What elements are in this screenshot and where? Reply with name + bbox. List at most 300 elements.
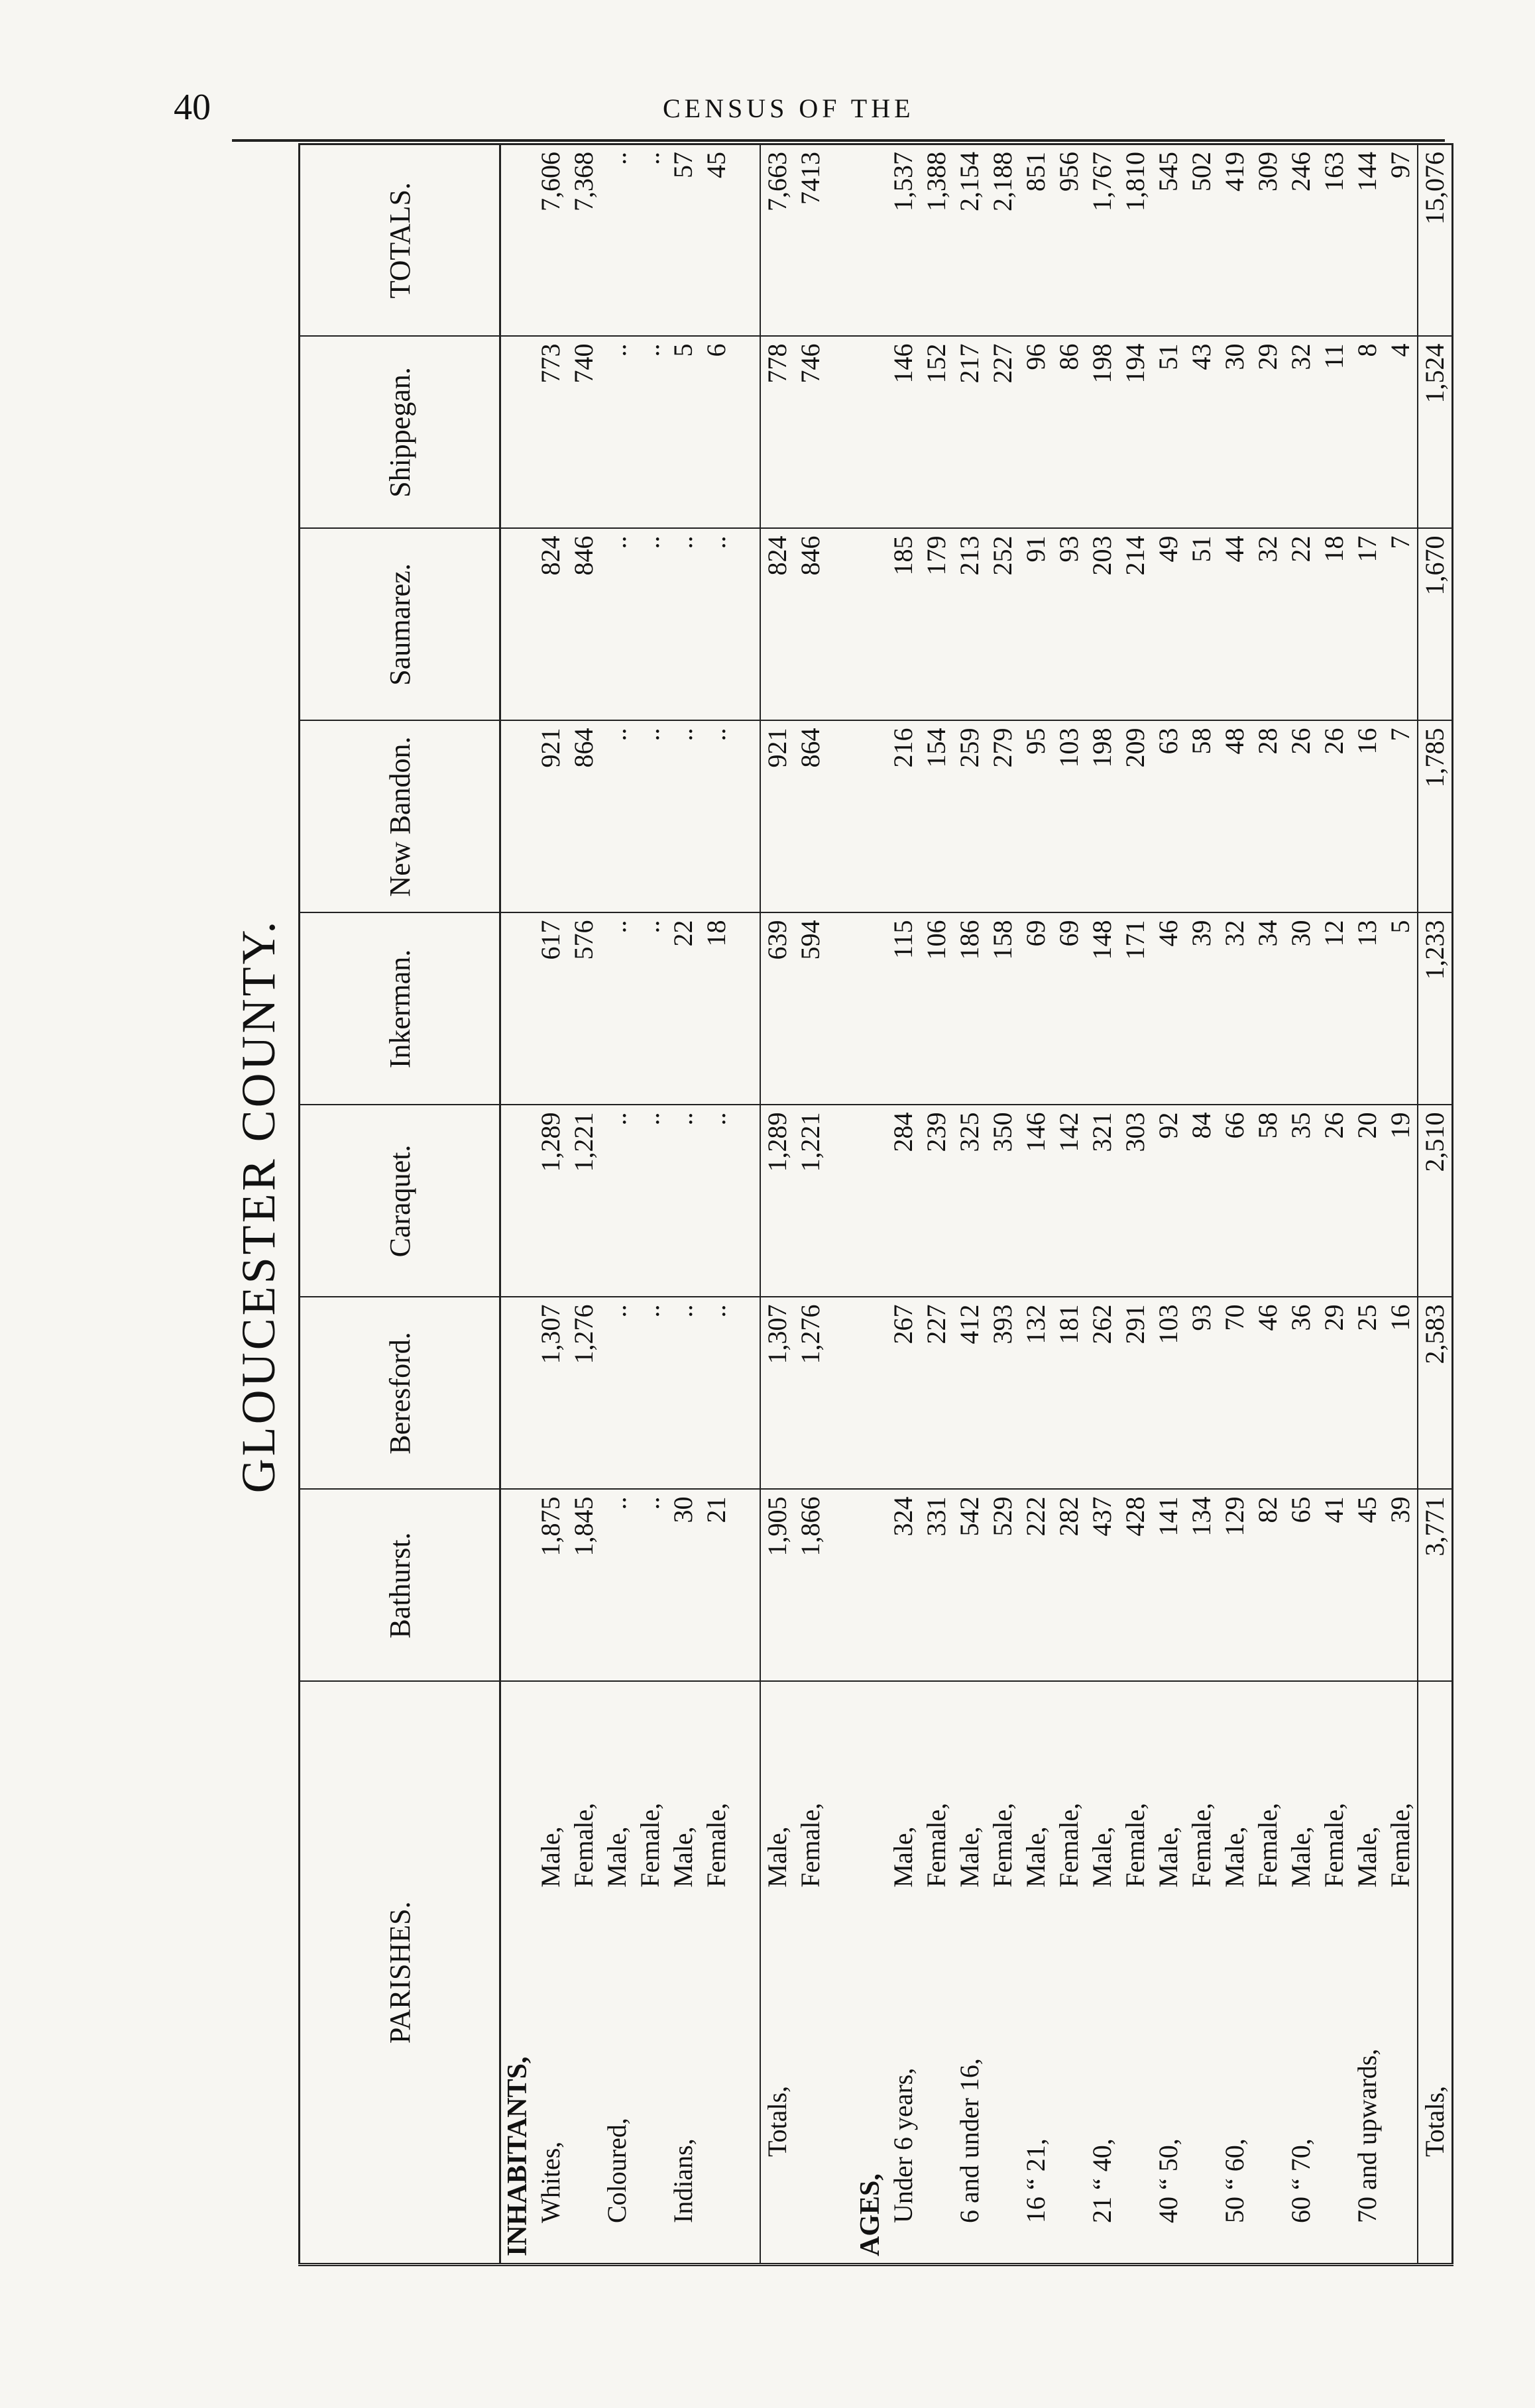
table-cell: .. xyxy=(634,721,667,913)
table-cell: 96 xyxy=(1019,337,1052,529)
table-cell: 13 xyxy=(1351,913,1384,1105)
table-row xyxy=(1152,144,1185,2265)
table-cell: 864 xyxy=(794,721,827,913)
table-cell: 4 xyxy=(1384,337,1418,529)
table-cell: 44 xyxy=(1218,529,1251,721)
table-cell: 1,767 xyxy=(1086,144,1119,337)
row-label: 16 “ 21, xyxy=(1021,2138,1051,2223)
table-cell: .. xyxy=(700,721,733,913)
table-row xyxy=(1086,144,1119,2265)
table-cell: 152 xyxy=(920,337,953,529)
county-title: GLOUCESTER COUNTY. xyxy=(232,918,285,1494)
row-sex: Male, xyxy=(1021,1826,1051,1888)
table-cell: 529 xyxy=(986,1490,1019,1682)
table-cell: 5 xyxy=(667,337,700,529)
table-cell: 30 xyxy=(667,1490,700,1682)
table-cell: 203 xyxy=(1086,529,1119,721)
row-label-cell xyxy=(1119,1682,1152,2265)
table-cell: 291 xyxy=(1119,1297,1152,1490)
table-cell: 144 xyxy=(1351,144,1384,337)
table-row xyxy=(1185,144,1218,2265)
table-cell: 419 xyxy=(1218,144,1251,337)
row-label: Under 6 years, xyxy=(888,2067,918,2223)
table-cell: 11 xyxy=(1318,337,1351,529)
table-cell: 227 xyxy=(920,1297,953,1490)
header-inkerman: Inkerman. xyxy=(300,913,500,1105)
row-label xyxy=(1185,1888,1218,2257)
table-cell: 39 xyxy=(1384,1490,1418,1682)
table-cell: 7 xyxy=(1384,529,1418,721)
row-label-cell xyxy=(1218,1682,1251,2265)
table-cell: 91 xyxy=(1019,529,1052,721)
table-cell: 412 xyxy=(953,1297,986,1490)
row-sex: Female, xyxy=(1319,1802,1349,1888)
table-cell: 26 xyxy=(1284,721,1318,913)
table-cell: 69 xyxy=(1019,913,1052,1105)
empty-cell xyxy=(733,144,760,337)
table-cell: 222 xyxy=(1019,1490,1052,1682)
table-row xyxy=(1318,144,1351,2265)
table-cell: 309 xyxy=(1251,144,1284,337)
table-cell: .. xyxy=(634,144,667,337)
empty-cell xyxy=(854,144,887,337)
table-cell: 30 xyxy=(1284,913,1318,1105)
row-sex: Female, xyxy=(795,1802,825,1888)
table-cell: .. xyxy=(634,1297,667,1490)
empty-cell xyxy=(500,144,535,337)
table-cell: 129 xyxy=(1218,1490,1251,1682)
row-label-cell xyxy=(760,1682,794,2265)
table-cell: 22 xyxy=(1284,529,1318,721)
table-cell: 7,663 xyxy=(760,144,794,337)
row-label-cell xyxy=(1384,1682,1418,2265)
table-cell: 350 xyxy=(986,1105,1019,1297)
table-cell: 46 xyxy=(1251,1297,1284,1490)
table-cell: 502 xyxy=(1185,144,1218,337)
table-cell: .. xyxy=(600,144,634,337)
table-cell: 617 xyxy=(534,913,567,1105)
row-label-cell xyxy=(887,1682,920,2265)
empty-cell xyxy=(500,1297,535,1490)
table-cell: 194 xyxy=(1119,337,1152,529)
table-cell: 324 xyxy=(887,1490,920,1682)
row-label xyxy=(1251,1888,1284,2257)
table-cell: 86 xyxy=(1052,337,1086,529)
table-cell: 6 xyxy=(700,337,733,529)
table-cell: 1,221 xyxy=(794,1105,827,1297)
table-cell: 921 xyxy=(534,721,567,913)
table-cell: 158 xyxy=(986,913,1019,1105)
table-cell: 851 xyxy=(1019,144,1052,337)
table-cell: 252 xyxy=(986,529,1019,721)
table-cell: 7413 xyxy=(794,144,827,337)
table-cell: .. xyxy=(700,1297,733,1490)
table-cell: 16 xyxy=(1351,721,1384,913)
table-cell: 956 xyxy=(1052,144,1086,337)
ages-totals-cell: 1,785 xyxy=(1418,721,1453,913)
table-cell: 542 xyxy=(953,1490,986,1682)
row-sex: Male, xyxy=(1153,1826,1183,1888)
table-row xyxy=(534,144,567,2265)
ages-heading-label: AGES, xyxy=(854,1682,887,2265)
table-cell: 7 xyxy=(1384,721,1418,913)
row-sex: Female, xyxy=(1253,1802,1282,1888)
table-cell: 58 xyxy=(1251,1105,1284,1297)
table-row xyxy=(700,144,733,2265)
ages-totals-cell: 2,510 xyxy=(1418,1105,1453,1297)
census-table xyxy=(298,143,1453,2266)
table-cell: 48 xyxy=(1218,721,1251,913)
table-row xyxy=(1284,144,1318,2265)
table-cell: 778 xyxy=(760,337,794,529)
table-cell: 93 xyxy=(1052,529,1086,721)
row-label xyxy=(1119,1888,1152,2257)
table-cell: 1,845 xyxy=(567,1490,600,1682)
table-cell: 29 xyxy=(1251,337,1284,529)
ages-totals-row xyxy=(1418,144,1453,2265)
empty-cell xyxy=(733,1490,760,1682)
table-cell: .. xyxy=(600,721,634,913)
table-cell: .. xyxy=(634,913,667,1105)
table-cell: 82 xyxy=(1251,1490,1284,1682)
table-cell: 846 xyxy=(567,529,600,721)
table-cell: 146 xyxy=(1019,1105,1052,1297)
table-cell: 65 xyxy=(1284,1490,1318,1682)
row-label: 70 and upwards, xyxy=(1352,2048,1382,2223)
table-cell: 115 xyxy=(887,913,920,1105)
table-cell: 246 xyxy=(1284,144,1318,337)
row-sex: Male, xyxy=(888,1826,918,1888)
row-label: 21 “ 40, xyxy=(1087,2138,1117,2223)
table-cell: 213 xyxy=(953,529,986,721)
table-cell: 428 xyxy=(1119,1490,1152,1682)
table-cell: 132 xyxy=(1019,1297,1052,1490)
empty-cell xyxy=(827,913,854,1105)
rotated-table-block xyxy=(225,146,1450,2266)
table-cell: 1,307 xyxy=(534,1297,567,1490)
header-row xyxy=(300,144,500,2265)
table-cell: 18 xyxy=(1318,529,1351,721)
table-cell: 217 xyxy=(953,337,986,529)
table-row xyxy=(986,144,1019,2265)
table-cell: 69 xyxy=(1052,913,1086,1105)
table-cell: 259 xyxy=(953,721,986,913)
table-cell: 41 xyxy=(1318,1490,1351,1682)
table-row xyxy=(1019,144,1052,2265)
table-cell: 864 xyxy=(567,721,600,913)
empty-cell xyxy=(733,913,760,1105)
top-rule xyxy=(232,139,1445,142)
table-row xyxy=(634,144,667,2265)
table-cell: .. xyxy=(634,1490,667,1682)
empty-cell xyxy=(827,529,854,721)
table-cell: 93 xyxy=(1185,1297,1218,1490)
row-label xyxy=(794,1888,827,2257)
empty-cell xyxy=(827,721,854,913)
table-cell: 146 xyxy=(887,337,920,529)
table-cell: 1,866 xyxy=(794,1490,827,1682)
table-cell: 1,537 xyxy=(887,144,920,337)
table-cell: 97 xyxy=(1384,144,1418,337)
table-cell: 12 xyxy=(1318,913,1351,1105)
row-label: 6 and under 16, xyxy=(954,2058,984,2223)
table-cell: 576 xyxy=(567,913,600,1105)
table-cell: 846 xyxy=(794,529,827,721)
table-cell: 594 xyxy=(794,913,827,1105)
table-cell: 1,875 xyxy=(534,1490,567,1682)
empty-cell xyxy=(854,337,887,529)
row-label-cell xyxy=(920,1682,953,2265)
row-sex: Male, xyxy=(668,1826,698,1888)
empty-cell xyxy=(500,1490,535,1682)
table-row xyxy=(1052,144,1086,2265)
table-cell: 16 xyxy=(1384,1297,1418,1490)
table-cell: 181 xyxy=(1052,1297,1086,1490)
row-label-cell xyxy=(1086,1682,1119,2265)
row-label: Totals, xyxy=(762,2085,792,2157)
empty-cell xyxy=(733,1297,760,1490)
table-cell: 141 xyxy=(1152,1490,1185,1682)
ages-totals-cell: 2,583 xyxy=(1418,1297,1453,1490)
table-cell: 46 xyxy=(1152,913,1185,1105)
empty-cell xyxy=(827,144,854,337)
inhabitants-heading-label: INHABITANTS, xyxy=(500,1682,535,2265)
row-label: 50 “ 60, xyxy=(1220,2138,1249,2223)
table-cell: 163 xyxy=(1318,144,1351,337)
row-sex: Male, xyxy=(602,1826,632,1888)
table-cell: 20 xyxy=(1351,1105,1384,1297)
table-cell: 70 xyxy=(1218,1297,1251,1490)
table-cell: 179 xyxy=(920,529,953,721)
table-cell: 216 xyxy=(887,721,920,913)
ages-totals-cell: 3,771 xyxy=(1418,1490,1453,1682)
row-label-cell xyxy=(667,1682,700,2265)
table-cell: 106 xyxy=(920,913,953,1105)
ages-totals-label: Totals, xyxy=(1418,1682,1453,2265)
table-cell: 7,368 xyxy=(567,144,600,337)
table-cell: 824 xyxy=(760,529,794,721)
table-cell: 95 xyxy=(1019,721,1052,913)
table-cell: 227 xyxy=(986,337,1019,529)
empty-cell xyxy=(733,1105,760,1297)
table-cell: 103 xyxy=(1052,721,1086,913)
table-cell: .. xyxy=(634,529,667,721)
table-cell: 30 xyxy=(1218,337,1251,529)
ages-totals-cell: 1,524 xyxy=(1418,337,1453,529)
table-cell: .. xyxy=(700,1105,733,1297)
table-cell: 1,810 xyxy=(1119,144,1152,337)
empty-cell xyxy=(854,1490,887,1682)
ages-totals-cell: 1,233 xyxy=(1418,913,1453,1105)
table-cell: 331 xyxy=(920,1490,953,1682)
empty-cell xyxy=(827,1490,854,1682)
table-cell: 214 xyxy=(1119,529,1152,721)
row-label-cell xyxy=(567,1682,600,2265)
table-cell: 18 xyxy=(700,913,733,1105)
table-cell: 21 xyxy=(700,1490,733,1682)
table-cell: 198 xyxy=(1086,337,1119,529)
row-sex: Male, xyxy=(762,1826,792,1888)
table-cell: 26 xyxy=(1318,721,1351,913)
table-row xyxy=(1384,144,1418,2265)
header-caraquet: Caraquet. xyxy=(300,1105,500,1297)
row-sex: Female, xyxy=(988,1802,1017,1888)
empty-cell xyxy=(827,1297,854,1490)
header-totals: TOTALS. xyxy=(300,144,500,337)
table-cell: 2,154 xyxy=(953,144,986,337)
row-sex: Male, xyxy=(1352,1826,1382,1888)
row-sex: Male, xyxy=(1087,1826,1117,1888)
empty-cell xyxy=(500,529,535,721)
table-cell: 1,221 xyxy=(567,1105,600,1297)
table-cell: 1,307 xyxy=(760,1297,794,1490)
table-cell: 66 xyxy=(1218,1105,1251,1297)
empty-cell xyxy=(500,913,535,1105)
table-row xyxy=(600,144,634,2265)
table-cell: 49 xyxy=(1152,529,1185,721)
table-cell: 746 xyxy=(794,337,827,529)
table-cell: 8 xyxy=(1351,337,1384,529)
table-cell: .. xyxy=(600,529,634,721)
table-cell: 22 xyxy=(667,913,700,1105)
ages-totals-cell: 1,670 xyxy=(1418,529,1453,721)
running-head: CENSUS OF THE xyxy=(663,93,915,123)
row-label-cell xyxy=(1052,1682,1086,2265)
table-cell: 1,905 xyxy=(760,1490,794,1682)
row-sex: Male, xyxy=(954,1826,984,1888)
empty-cell xyxy=(827,1105,854,1297)
table-cell: 171 xyxy=(1119,913,1152,1105)
table-cell: .. xyxy=(667,721,700,913)
header-beresford: Beresford. xyxy=(300,1297,500,1490)
row-sex: Female, xyxy=(1120,1802,1150,1888)
table-cell: 921 xyxy=(760,721,794,913)
row-label xyxy=(634,1888,667,2257)
header-shippegan: Shippegan. xyxy=(300,337,500,529)
table-row xyxy=(1351,144,1384,2265)
table-cell: 267 xyxy=(887,1297,920,1490)
table-cell: 43 xyxy=(1185,337,1218,529)
empty-cell xyxy=(733,721,760,913)
table-cell: 51 xyxy=(1152,337,1185,529)
table-cell: 29 xyxy=(1318,1297,1351,1490)
table-cell: .. xyxy=(667,1297,700,1490)
empty-cell xyxy=(854,913,887,1105)
table-cell: 773 xyxy=(534,337,567,529)
row-label-cell xyxy=(634,1682,667,2265)
table-body xyxy=(500,144,1453,2265)
row-sex: Female, xyxy=(1186,1802,1216,1888)
row-sex: Female, xyxy=(921,1802,951,1888)
table-cell: 198 xyxy=(1086,721,1119,913)
table-cell: 1,276 xyxy=(794,1297,827,1490)
table-row xyxy=(920,144,953,2265)
table-cell: 303 xyxy=(1119,1105,1152,1297)
row-label xyxy=(920,1888,953,2257)
row-label-cell xyxy=(1185,1682,1218,2265)
row-label xyxy=(1318,1888,1351,2257)
row-sex: Female, xyxy=(1054,1802,1084,1888)
row-sex: Female, xyxy=(1385,1802,1415,1888)
table-cell: 36 xyxy=(1284,1297,1318,1490)
table-cell: 92 xyxy=(1152,1105,1185,1297)
table-cell: 5 xyxy=(1384,913,1418,1105)
header-new-bandon: New Bandon. xyxy=(300,721,500,913)
table-cell: .. xyxy=(600,913,634,1105)
table-cell: .. xyxy=(634,337,667,529)
row-sex: Female, xyxy=(569,1802,598,1888)
table-cell: 154 xyxy=(920,721,953,913)
table-cell: 325 xyxy=(953,1105,986,1297)
spacer-row xyxy=(733,144,760,2265)
row-label xyxy=(567,1888,600,2257)
table-cell: 282 xyxy=(1052,1490,1086,1682)
header-bathurst: Bathurst. xyxy=(300,1490,500,1682)
row-label-cell xyxy=(700,1682,733,2265)
table-cell: 262 xyxy=(1086,1297,1119,1490)
row-label: Indians, xyxy=(668,2138,698,2223)
table-cell: .. xyxy=(700,529,733,721)
row-label xyxy=(986,1888,1019,2257)
table-row xyxy=(567,144,600,2265)
table-cell: 45 xyxy=(1351,1490,1384,1682)
table-cell: 32 xyxy=(1218,913,1251,1105)
table-cell: 32 xyxy=(1251,529,1284,721)
table-cell: .. xyxy=(634,1105,667,1297)
header-parishes: PARISHES. xyxy=(300,1682,500,2265)
table-cell: 437 xyxy=(1086,1490,1119,1682)
table-cell: 103 xyxy=(1152,1297,1185,1490)
table-cell: 740 xyxy=(567,337,600,529)
table-cell: 185 xyxy=(887,529,920,721)
row-label: Whites, xyxy=(536,2141,565,2223)
spacer-row xyxy=(827,144,854,2265)
table-cell: .. xyxy=(600,1490,634,1682)
table-cell: 25 xyxy=(1351,1297,1384,1490)
table-cell: 639 xyxy=(760,913,794,1105)
row-sex: Female, xyxy=(635,1802,665,1888)
table-cell: .. xyxy=(600,1297,634,1490)
table-cell: 51 xyxy=(1185,529,1218,721)
table-cell: 142 xyxy=(1052,1105,1086,1297)
row-label-cell xyxy=(600,1682,634,2265)
table-row xyxy=(794,144,827,2265)
table-cell: 35 xyxy=(1284,1105,1318,1297)
table-cell: .. xyxy=(667,529,700,721)
row-label-cell xyxy=(794,1682,827,2265)
row-label: 60 “ 70, xyxy=(1286,2138,1316,2223)
empty-cell xyxy=(854,1105,887,1297)
table-cell: 186 xyxy=(953,913,986,1105)
table-cell: .. xyxy=(600,1105,634,1297)
row-label xyxy=(1384,1888,1417,2257)
table-row xyxy=(1251,144,1284,2265)
table-cell: .. xyxy=(667,1105,700,1297)
table-cell: 63 xyxy=(1152,721,1185,913)
table-cell: 17 xyxy=(1351,529,1384,721)
table-cell: 1,276 xyxy=(567,1297,600,1490)
empty-cell xyxy=(500,337,535,529)
table-row xyxy=(1218,144,1251,2265)
empty-cell xyxy=(827,337,854,529)
ages-heading xyxy=(854,144,887,2265)
row-sex: Female, xyxy=(701,1802,731,1888)
table-cell: 284 xyxy=(887,1105,920,1297)
row-label-cell xyxy=(1351,1682,1384,2265)
table-row xyxy=(953,144,986,2265)
table-cell: 134 xyxy=(1185,1490,1218,1682)
table-cell: 321 xyxy=(1086,1105,1119,1297)
